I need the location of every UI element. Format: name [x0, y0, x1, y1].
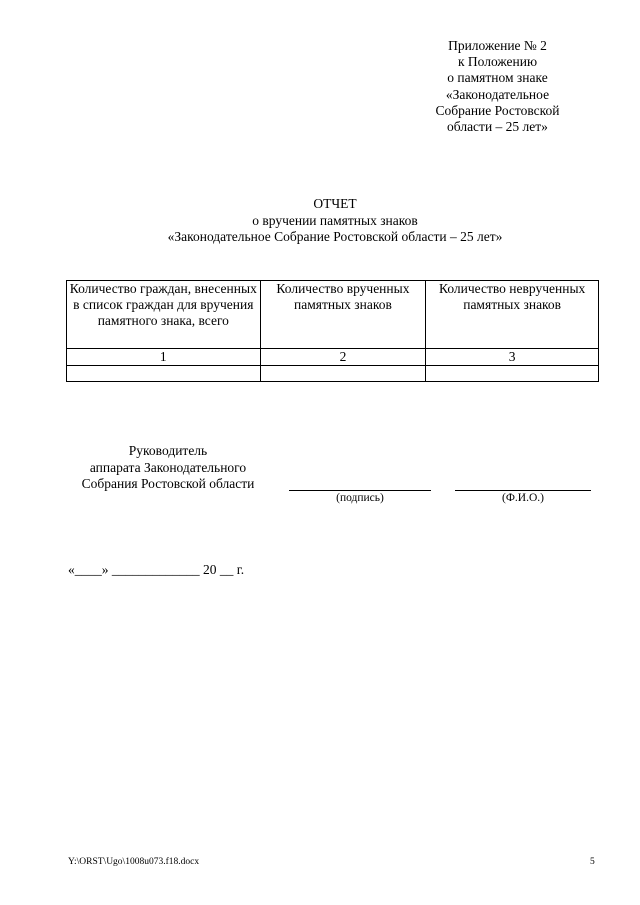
signer-position — [68, 443, 268, 493]
appendix-line: области – 25 лет» — [447, 119, 548, 135]
appendix-line: о памятном знаке — [447, 70, 548, 86]
signer-line: Руководитель — [128, 443, 208, 458]
table-cell: 3 — [426, 349, 599, 366]
report-title — [0, 196, 640, 246]
table-cell — [260, 366, 426, 382]
table-cell — [67, 366, 261, 382]
table-number-row — [67, 349, 599, 366]
appendix-line: «Законодательное — [445, 86, 550, 102]
signature-line — [289, 490, 431, 491]
page-number: 5 — [590, 857, 595, 867]
table-row — [67, 366, 599, 382]
report-table — [66, 280, 599, 382]
report-subtitle: о вручении памятных знаков — [252, 212, 418, 228]
appendix-line: к Положению — [457, 54, 538, 70]
appendix-line: Собрание Ростовской — [435, 102, 560, 118]
footer-file-path: Y:\ORST\Ugo\1008u073.f18.docx — [68, 857, 200, 867]
name-line — [455, 490, 591, 491]
signature-caption: (подпись) — [336, 492, 384, 504]
table-header-cell: Количество неврученных памятных знаков — [426, 281, 599, 349]
table-header-row — [67, 281, 599, 349]
report-subtitle-quoted: «Законодательное Собрание Ростовской области – 25 лет» — [167, 229, 503, 244]
appendix-line: Приложение № 2 — [448, 38, 547, 53]
table-header-cell: Количество граждан, внесенных в список граждан для вручения памятного знака, всего — [67, 281, 261, 349]
name-caption: (Ф.И.О.) — [502, 492, 544, 504]
table-cell — [426, 366, 599, 382]
table-header-cell: Количество врученных памятных знаков — [260, 281, 426, 349]
date-line: «____» _____________ 20 __ г. — [68, 562, 245, 577]
signer-line: Собрания Ростовской области — [81, 476, 255, 491]
signer-line: аппарата Законодательного — [89, 459, 247, 475]
report-heading: ОТЧЕТ — [313, 196, 357, 211]
table-cell: 1 — [67, 349, 261, 366]
appendix-header — [405, 38, 590, 135]
table-cell: 2 — [260, 349, 426, 366]
